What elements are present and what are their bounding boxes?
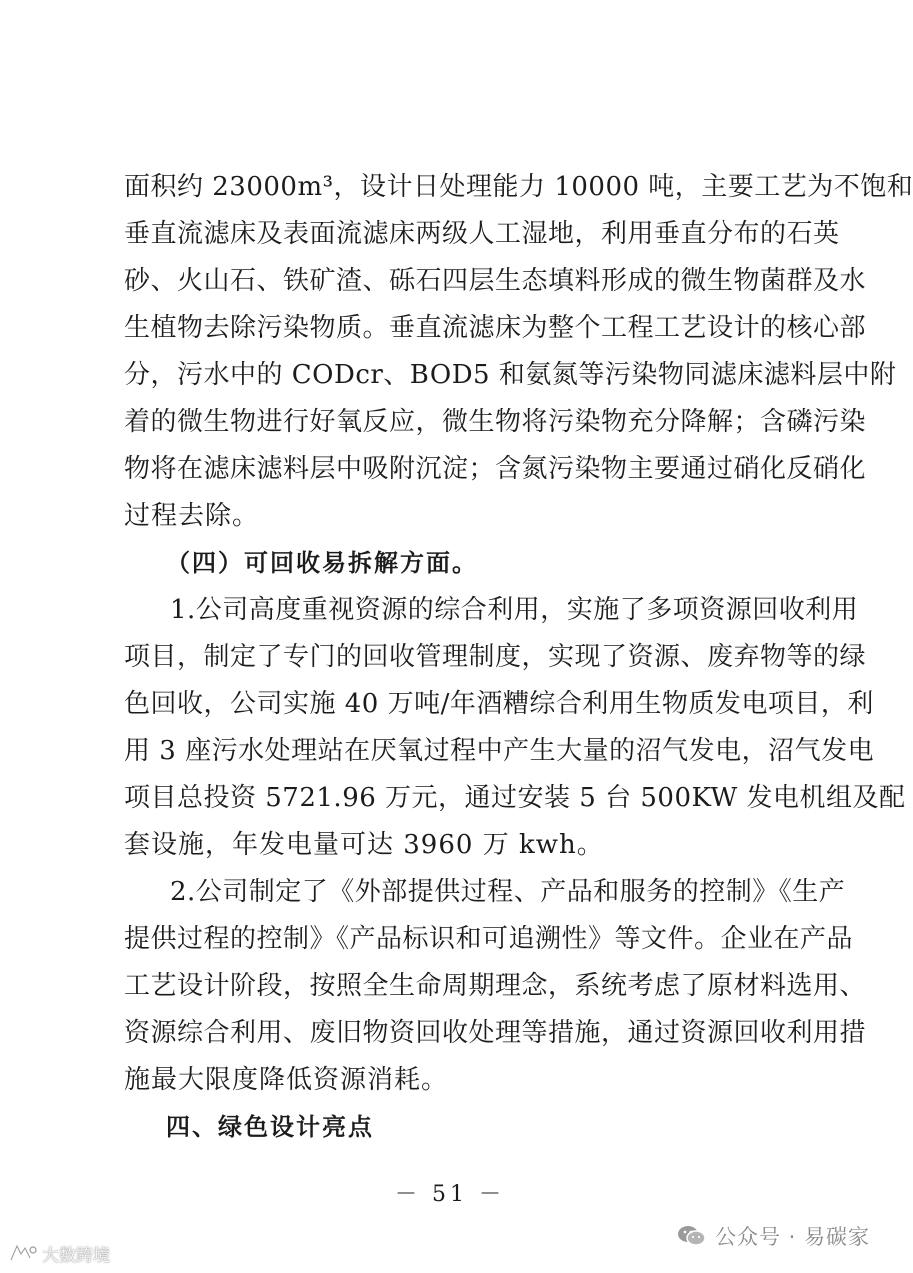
paragraph-line: 项目总投资 5721.96 万元，通过安装 5 台 500KW 发电机组及配: [124, 783, 906, 813]
brand-logo-icon: [8, 1242, 38, 1264]
paragraph-line: 工艺设计阶段，按照全生命周期理念，系统考虑了原材料选用、: [124, 971, 867, 1001]
paragraph-line: 面积约 23000m³，设计日处理能力 10000 吨，主要工艺为不饱和: [124, 172, 913, 202]
paragraph-line: 分，污水中的 CODcr、BOD5 和氨氮等污染物同滤床滤料层中附: [124, 360, 897, 390]
paragraph-line: 施最大限度降低资源消耗。: [124, 1065, 449, 1095]
section-heading: （四）可回收易拆解方面。: [166, 549, 478, 577]
wechat-icon: [677, 1224, 707, 1248]
paragraph-line: 色回收，公司实施 40 万吨/年酒糟综合利用生物质发电项目，利: [124, 689, 874, 719]
watermark-text: 大数跨境: [42, 1245, 110, 1266]
paragraph-line: 着的微生物进行好氧反应，微生物将污染物充分降解；含磷污染: [124, 407, 867, 437]
paragraph-line: 物将在滤床滤料层中吸附沉淀；含氮污染物主要通过硝化反硝化: [124, 454, 867, 484]
page-number: － 51 －: [395, 1182, 505, 1207]
paragraph-line: 资源综合利用、废旧物资回收处理等措施，通过资源回收利用措: [124, 1018, 867, 1048]
paragraph-line: 垂直流滤床及表面流滤床两级人工湿地，利用垂直分布的石英: [124, 219, 840, 249]
corner-watermark: [8, 1240, 110, 1266]
watermark-text: 公众号 · 易碳家: [714, 1225, 870, 1249]
chapter-heading: 四、绿色设计亮点: [166, 1113, 374, 1141]
paragraph-line: 过程去除。: [124, 501, 260, 531]
paragraph-line: 1.公司高度重视资源的综合利用，实施了多项资源回收利用: [170, 595, 859, 625]
paragraph-line: 2.公司制定了《外部提供过程、产品和服务的控制》《生产: [170, 877, 846, 907]
paragraph-line: 提供过程的控制》《产品标识和可追溯性》等文件。企业在产品: [124, 924, 854, 954]
paragraph-line: 用 3 座污水处理站在厌氧过程中产生大量的沼气发电，沼气发电: [124, 736, 875, 766]
paragraph-line: 生植物去除污染物质。垂直流滤床为整个工程工艺设计的核心部: [124, 313, 867, 343]
wechat-watermark: [677, 1220, 870, 1252]
paragraph-line: 套设施，年发电量可达 3960 万 kwh。: [124, 830, 604, 860]
paragraph-line: 项目，制定了专门的回收管理制度，实现了资源、废弃物等的绿: [124, 642, 867, 672]
paragraph-line: 砂、火山石、铁矿渣、砾石四层生态填料形成的微生物菌群及水: [124, 266, 867, 296]
